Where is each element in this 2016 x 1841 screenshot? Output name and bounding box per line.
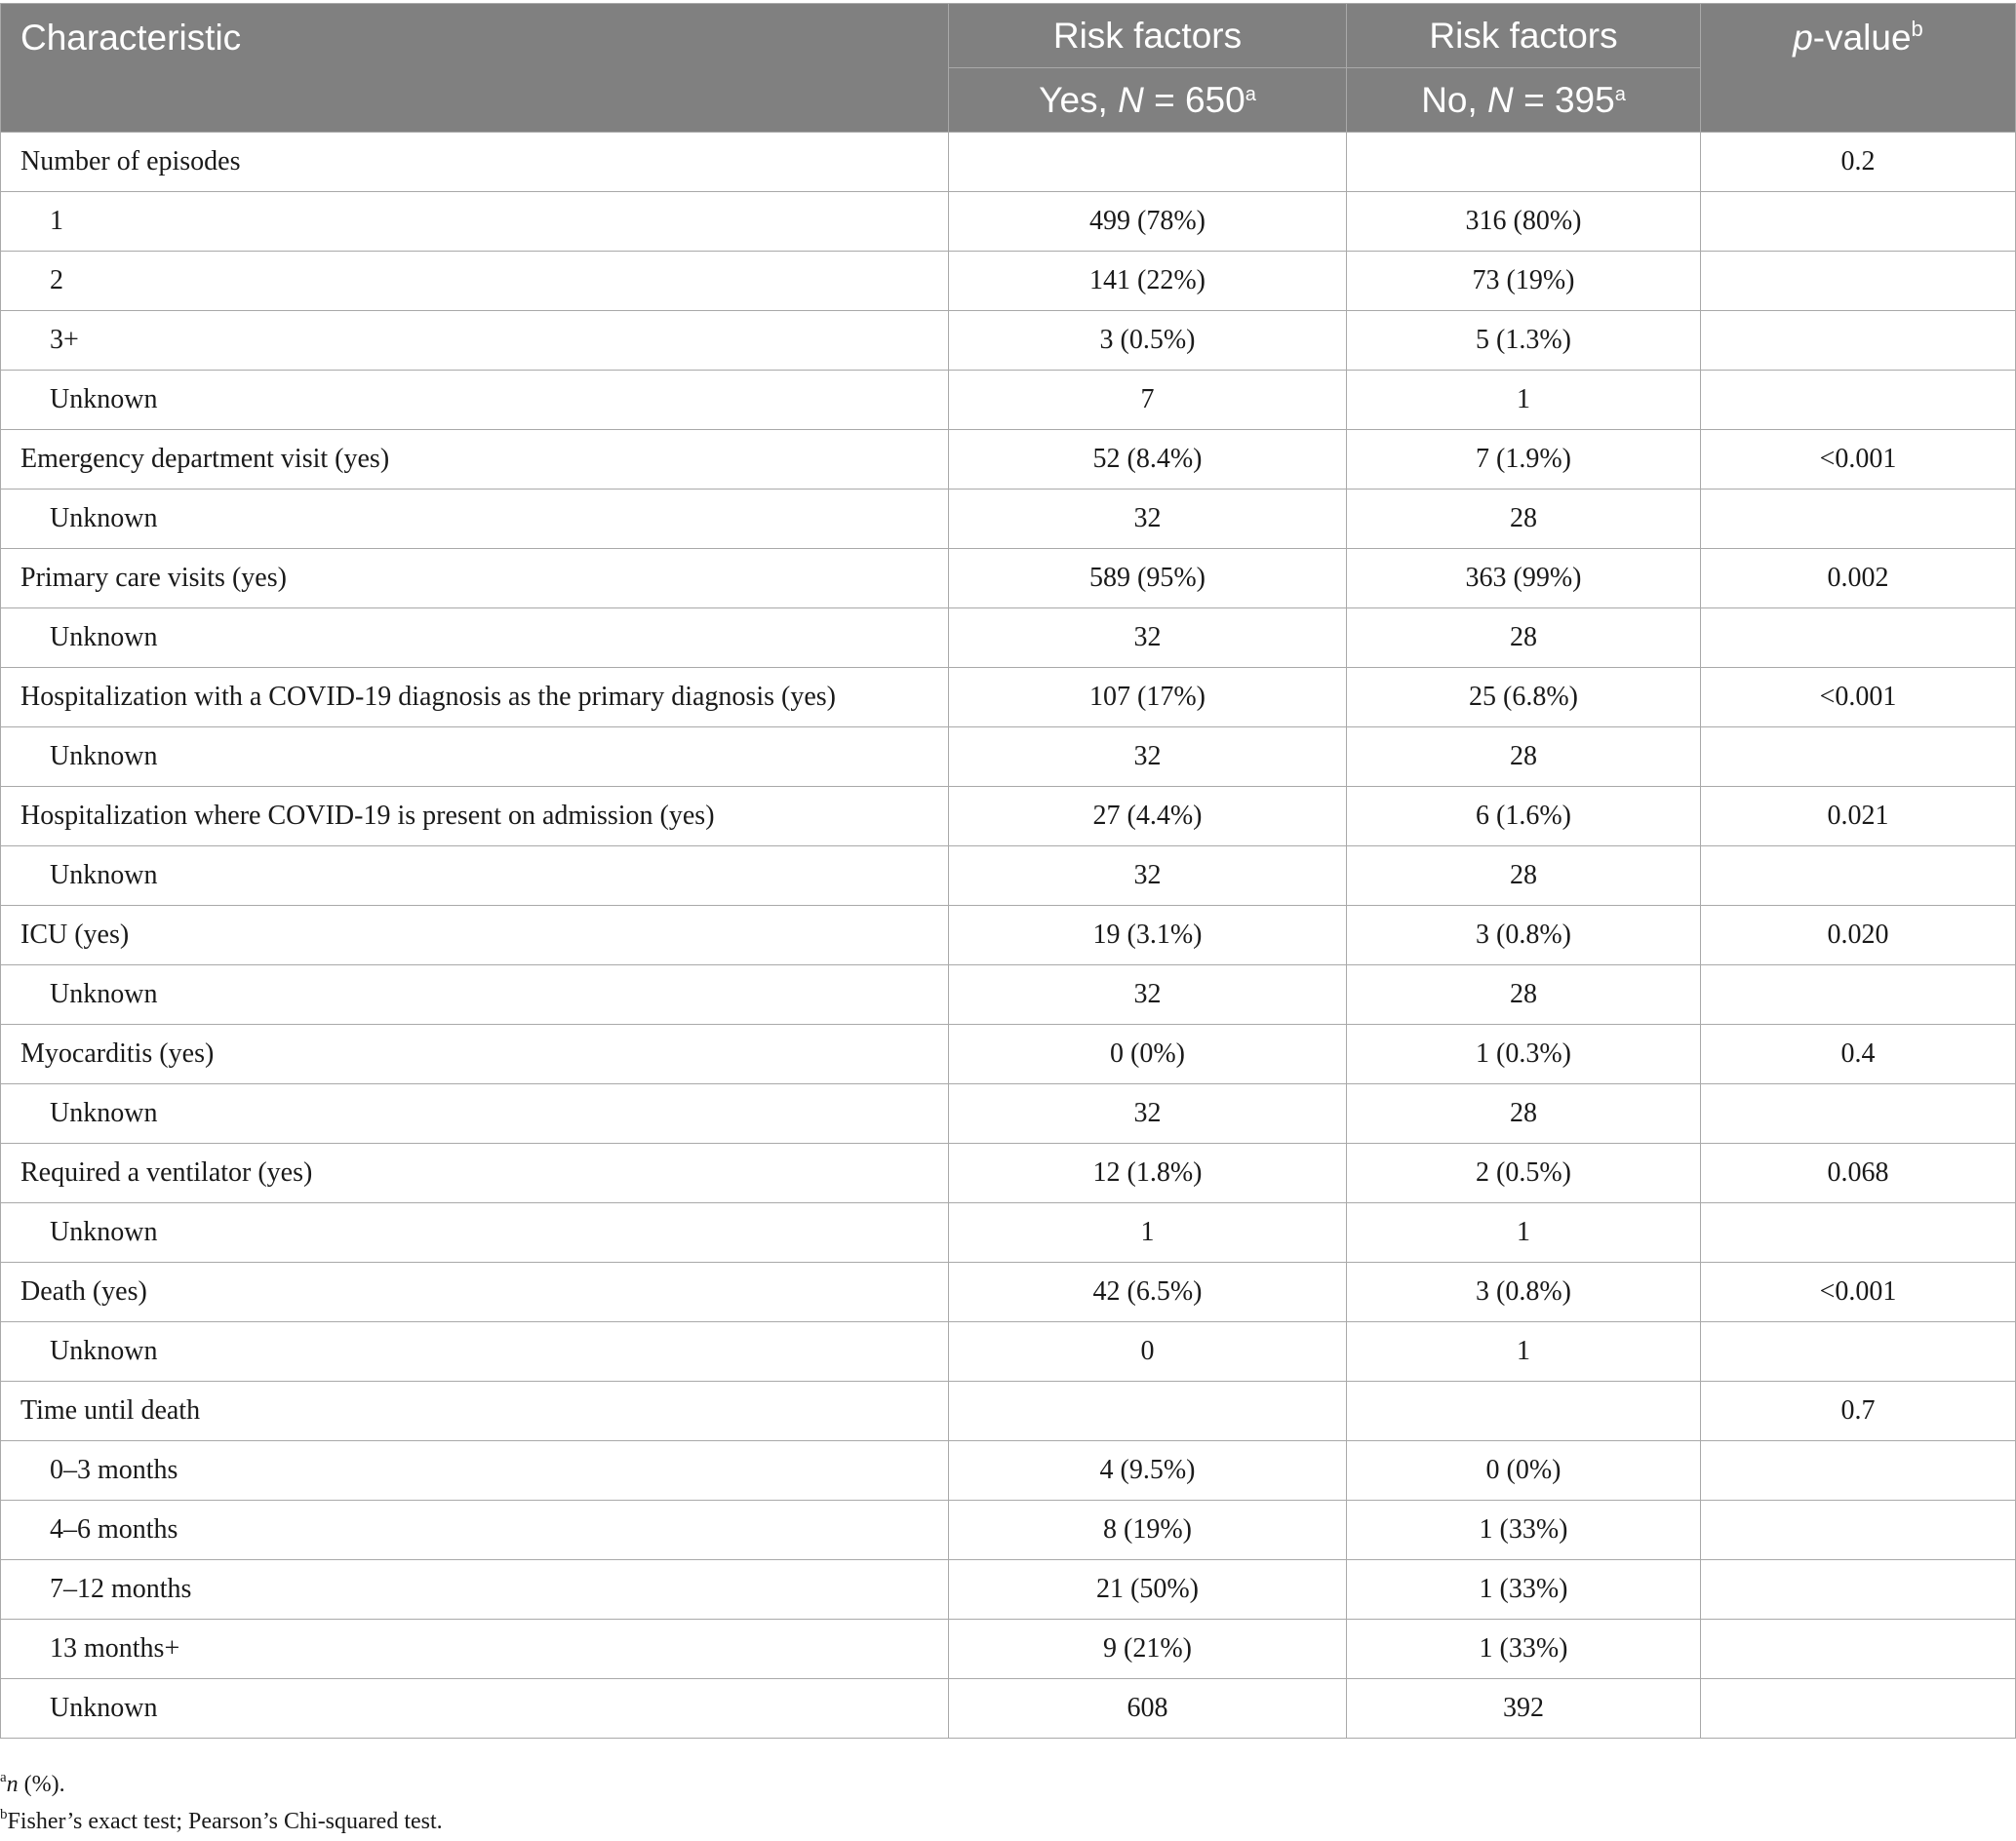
cell-risk-no: 6 (1.6%) — [1347, 787, 1701, 846]
cell-risk-no: 1 — [1347, 1322, 1701, 1382]
cell-pvalue — [1701, 490, 2016, 549]
cell-characteristic: Myocarditis (yes) — [1, 1025, 949, 1084]
cell-characteristic: ICU (yes) — [1, 906, 949, 965]
cell-risk-no: 1 (33%) — [1347, 1501, 1701, 1560]
results-table-container — [0, 3, 2015, 1739]
table-row — [1, 1203, 2016, 1263]
table-row — [1, 1441, 2016, 1501]
cell-risk-yes: 1 — [949, 1203, 1347, 1263]
table-row — [1, 1679, 2016, 1739]
cell-risk-yes: 107 (17%) — [949, 668, 1347, 727]
cell-pvalue: <0.001 — [1701, 1263, 2016, 1322]
cell-risk-yes: 32 — [949, 490, 1347, 549]
cell-pvalue — [1701, 252, 2016, 311]
cell-risk-no: 25 (6.8%) — [1347, 668, 1701, 727]
yes-n-value: = 650 — [1154, 79, 1245, 120]
table-row — [1, 906, 2016, 965]
cell-characteristic: 0–3 months — [1, 1441, 949, 1501]
cell-risk-no: 1 (33%) — [1347, 1560, 1701, 1620]
yes-footnote-marker: a — [1245, 83, 1256, 105]
table-row — [1, 1322, 2016, 1382]
cell-risk-no: 28 — [1347, 965, 1701, 1025]
cell-characteristic: Hospitalization with a COVID-19 diagnosis as the primary diagnosis (yes) — [1, 668, 949, 727]
header-characteristic: Characteristic — [1, 4, 949, 133]
no-footnote-marker: a — [1614, 83, 1626, 105]
table-row — [1, 787, 2016, 846]
yes-prefix: Yes, — [1039, 79, 1108, 120]
table-row — [1, 133, 2016, 192]
cell-characteristic: Primary care visits (yes) — [1, 549, 949, 608]
cell-risk-no: 28 — [1347, 846, 1701, 906]
cell-risk-yes: 32 — [949, 727, 1347, 787]
cell-pvalue: 0.021 — [1701, 787, 2016, 846]
cell-characteristic: Unknown — [1, 1322, 949, 1382]
cell-risk-yes: 32 — [949, 846, 1347, 906]
cell-risk-no: 2 (0.5%) — [1347, 1144, 1701, 1203]
no-n-value: = 395 — [1523, 79, 1615, 120]
results-table — [0, 3, 2016, 1739]
cell-pvalue — [1701, 192, 2016, 252]
cell-characteristic: Unknown — [1, 1203, 949, 1263]
cell-risk-yes: 3 (0.5%) — [949, 311, 1347, 371]
footnote-b-text: Fisher’s exact test; Pearson’s Chi-squared test. — [7, 1809, 443, 1834]
table-row — [1, 846, 2016, 906]
cell-risk-no: 0 (0%) — [1347, 1441, 1701, 1501]
cell-characteristic: Unknown — [1, 846, 949, 906]
table-row — [1, 192, 2016, 252]
cell-risk-no: 1 — [1347, 371, 1701, 430]
cell-risk-yes — [949, 1382, 1347, 1441]
cell-characteristic: 2 — [1, 252, 949, 311]
cell-risk-no: 3 (0.8%) — [1347, 906, 1701, 965]
footnotes — [0, 1766, 443, 1840]
header-pvalue — [1701, 4, 2016, 133]
table-row — [1, 252, 2016, 311]
cell-characteristic: Required a ventilator (yes) — [1, 1144, 949, 1203]
cell-characteristic: Time until death — [1, 1382, 949, 1441]
table-row — [1, 549, 2016, 608]
cell-characteristic: Unknown — [1, 965, 949, 1025]
cell-risk-yes: 21 (50%) — [949, 1560, 1347, 1620]
cell-risk-no: 28 — [1347, 727, 1701, 787]
no-prefix: No, — [1421, 79, 1478, 120]
cell-pvalue — [1701, 1560, 2016, 1620]
cell-risk-no: 1 (33%) — [1347, 1620, 1701, 1679]
header-group-yes-title: Risk factors — [949, 4, 1347, 68]
cell-characteristic: Emergency department visit (yes) — [1, 430, 949, 490]
cell-risk-yes: 589 (95%) — [949, 549, 1347, 608]
table-body — [1, 133, 2016, 1739]
table-row — [1, 965, 2016, 1025]
cell-pvalue: <0.001 — [1701, 430, 2016, 490]
pvalue-label: -value — [1812, 18, 1912, 58]
cell-risk-yes: 52 (8.4%) — [949, 430, 1347, 490]
cell-risk-no: 28 — [1347, 1084, 1701, 1144]
cell-pvalue — [1701, 1084, 2016, 1144]
cell-risk-yes: 7 — [949, 371, 1347, 430]
cell-risk-yes: 9 (21%) — [949, 1620, 1347, 1679]
cell-risk-yes: 12 (1.8%) — [949, 1144, 1347, 1203]
cell-pvalue — [1701, 608, 2016, 668]
cell-pvalue — [1701, 371, 2016, 430]
table-row — [1, 1084, 2016, 1144]
cell-risk-no: 28 — [1347, 490, 1701, 549]
cell-pvalue: 0.068 — [1701, 1144, 2016, 1203]
table-row — [1, 1620, 2016, 1679]
cell-risk-no: 73 (19%) — [1347, 252, 1701, 311]
table-row — [1, 311, 2016, 371]
cell-characteristic: Hospitalization where COVID-19 is present on admission (yes) — [1, 787, 949, 846]
cell-characteristic: 1 — [1, 192, 949, 252]
pvalue-footnote-marker: b — [1911, 17, 1923, 41]
cell-risk-no: 5 (1.3%) — [1347, 311, 1701, 371]
cell-characteristic: Unknown — [1, 490, 949, 549]
no-n-symbol: N — [1487, 79, 1514, 120]
cell-pvalue: 0.4 — [1701, 1025, 2016, 1084]
cell-risk-no: 3 (0.8%) — [1347, 1263, 1701, 1322]
footnote-a-italic: n — [6, 1772, 19, 1797]
header-group-yes-n — [949, 68, 1347, 133]
cell-risk-yes — [949, 133, 1347, 192]
cell-risk-no: 363 (99%) — [1347, 549, 1701, 608]
header-group-no-n — [1347, 68, 1701, 133]
cell-characteristic: Unknown — [1, 1679, 949, 1739]
cell-characteristic: 7–12 months — [1, 1560, 949, 1620]
cell-risk-no: 1 (0.3%) — [1347, 1025, 1701, 1084]
cell-risk-yes: 27 (4.4%) — [949, 787, 1347, 846]
yes-n-symbol: N — [1118, 79, 1144, 120]
cell-pvalue — [1701, 1322, 2016, 1382]
cell-risk-yes: 0 (0%) — [949, 1025, 1347, 1084]
cell-pvalue — [1701, 846, 2016, 906]
cell-risk-yes: 42 (6.5%) — [949, 1263, 1347, 1322]
cell-risk-no: 28 — [1347, 608, 1701, 668]
footnote-a — [0, 1766, 443, 1803]
cell-pvalue: <0.001 — [1701, 668, 2016, 727]
cell-pvalue — [1701, 1679, 2016, 1739]
cell-pvalue — [1701, 1441, 2016, 1501]
cell-risk-no: 392 — [1347, 1679, 1701, 1739]
cell-pvalue: 0.002 — [1701, 549, 2016, 608]
cell-pvalue — [1701, 1501, 2016, 1560]
cell-risk-no: 1 — [1347, 1203, 1701, 1263]
cell-characteristic: Death (yes) — [1, 1263, 949, 1322]
cell-pvalue: 0.020 — [1701, 906, 2016, 965]
cell-characteristic: 3+ — [1, 311, 949, 371]
cell-pvalue — [1701, 1620, 2016, 1679]
table-row — [1, 1560, 2016, 1620]
cell-risk-yes: 32 — [949, 965, 1347, 1025]
cell-risk-yes: 0 — [949, 1322, 1347, 1382]
cell-risk-yes: 608 — [949, 1679, 1347, 1739]
cell-characteristic: Unknown — [1, 1084, 949, 1144]
cell-pvalue — [1701, 1203, 2016, 1263]
cell-risk-no — [1347, 1382, 1701, 1441]
cell-characteristic: 13 months+ — [1, 1620, 949, 1679]
footnote-b — [0, 1803, 443, 1840]
table-row — [1, 1501, 2016, 1560]
table-row — [1, 371, 2016, 430]
footnote-a-marker: a — [0, 1770, 7, 1785]
cell-characteristic: Number of episodes — [1, 133, 949, 192]
cell-pvalue — [1701, 727, 2016, 787]
cell-risk-yes: 32 — [949, 608, 1347, 668]
cell-risk-no: 7 (1.9%) — [1347, 430, 1701, 490]
cell-risk-yes: 499 (78%) — [949, 192, 1347, 252]
table-row — [1, 1382, 2016, 1441]
cell-risk-yes: 4 (9.5%) — [949, 1441, 1347, 1501]
table-row — [1, 608, 2016, 668]
cell-characteristic: Unknown — [1, 608, 949, 668]
table-row — [1, 1263, 2016, 1322]
cell-characteristic: Unknown — [1, 371, 949, 430]
cell-risk-yes: 141 (22%) — [949, 252, 1347, 311]
table-header — [1, 4, 2016, 133]
table-row — [1, 490, 2016, 549]
table-row — [1, 668, 2016, 727]
cell-pvalue: 0.2 — [1701, 133, 2016, 192]
footnote-b-marker: b — [0, 1807, 8, 1822]
cell-characteristic: Unknown — [1, 727, 949, 787]
cell-pvalue — [1701, 311, 2016, 371]
table-row — [1, 1025, 2016, 1084]
cell-pvalue: 0.7 — [1701, 1382, 2016, 1441]
header-group-no-title: Risk factors — [1347, 4, 1701, 68]
cell-characteristic: 4–6 months — [1, 1501, 949, 1560]
footnote-a-text: (%). — [18, 1772, 65, 1797]
table-row — [1, 727, 2016, 787]
cell-pvalue — [1701, 965, 2016, 1025]
table-row — [1, 430, 2016, 490]
table-row — [1, 1144, 2016, 1203]
pvalue-p-symbol: p — [1793, 18, 1813, 58]
cell-risk-yes: 8 (19%) — [949, 1501, 1347, 1560]
cell-risk-no — [1347, 133, 1701, 192]
cell-risk-yes: 19 (3.1%) — [949, 906, 1347, 965]
cell-risk-no: 316 (80%) — [1347, 192, 1701, 252]
cell-risk-yes: 32 — [949, 1084, 1347, 1144]
